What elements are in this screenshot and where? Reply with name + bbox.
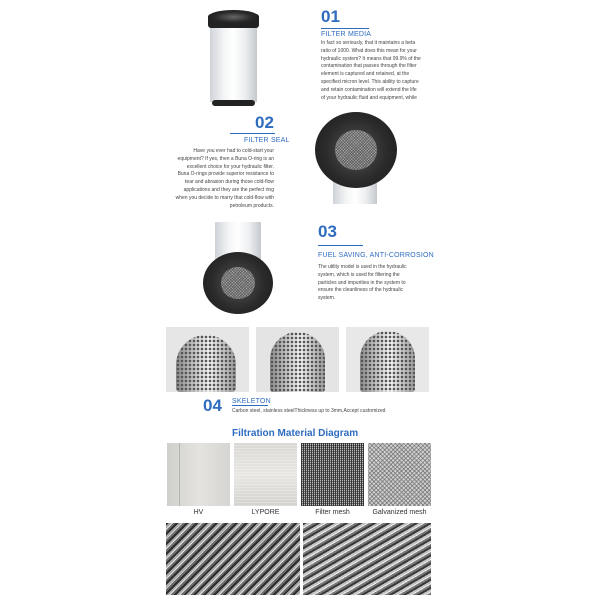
text-line: specified micron level. This ability to capture [321,78,419,85]
text-line: applications and they are the perfect ring [183,186,274,193]
text-line: particles and impurities in the system to [318,279,406,286]
material-tile-galvanized-mesh [368,443,431,506]
text-line: when you decide to marry that cold-flow with [175,194,274,201]
section-title: SKELETON [232,398,271,405]
text-line: element is captured and retained, at the [321,71,410,78]
material-label: LYPORE [251,509,280,516]
text-line: The utility model is used in the hydraulic [318,264,407,270]
text-line: system. [318,295,336,302]
section-rule [321,28,369,29]
section-title: FILTER MEDIA [321,31,372,38]
section-rule [230,133,275,134]
material-label: HV [193,509,204,516]
filter-image-03 [203,222,273,314]
section-title: FUEL SAVING, ANTI-CORROSION [318,252,434,259]
text-line: excellent choice for your hydraulic filter. [186,163,274,170]
text-line: Carbon steel, stainless steelThickness up to 3mm,Accept customized [232,408,386,414]
text-line: of your hydraulic fluid and equipment, while [321,94,417,101]
section-number: 01 [321,7,340,26]
text-line: ratio of 1000. What does this mean for your [321,47,417,54]
section-text [318,264,433,303]
diagram-title: Filtration Material Diagram [232,428,359,439]
section-rule [318,245,363,246]
mesh-closeup-1 [166,523,300,595]
text-line: contamination that passes through the filter [321,63,417,70]
section-number: 02 [255,113,274,132]
text-line: Have you ever had to cold-start your [193,148,274,154]
filter-image-01 [200,10,270,105]
skeleton-photo-2 [256,327,339,392]
section-number: 04 [203,396,222,415]
skeleton-photo-3 [346,327,429,392]
section-rule [232,405,268,406]
material-label: Galvanized mesh [372,509,427,516]
section-title: FILTER SEAL [244,137,290,144]
material-tile-hv [167,443,230,506]
text-line: In fact so seriously, that it maintains a beta [321,40,416,46]
text-line: system, which is used for filtering the [318,271,400,278]
text-line: Buna O-rings provide superior resistance to [177,171,274,178]
mesh-closeup-2 [303,523,431,595]
material-tile-filter-mesh [301,443,364,506]
section-text [164,148,274,210]
skeleton-photo-1 [166,327,249,392]
text-line: ensure the cleanliness of the hydraulic [318,287,404,294]
text-line: petroleum products. [229,202,274,209]
material-label: Filter mesh [315,509,350,516]
text-line: tear and abrasion during those cold-flow [185,179,274,186]
material-tile-lypore [234,443,297,506]
text-line: and retain contamination will extend the life [321,86,417,93]
section-text [232,408,442,416]
section-text [321,40,441,102]
text-line: equipment? If yes, then a Buna O-ring is an [177,155,274,162]
section-number: 03 [318,222,337,241]
filter-image-02 [315,112,397,207]
text-line: hydraulic system? It means that 99.9% of the [321,55,421,62]
